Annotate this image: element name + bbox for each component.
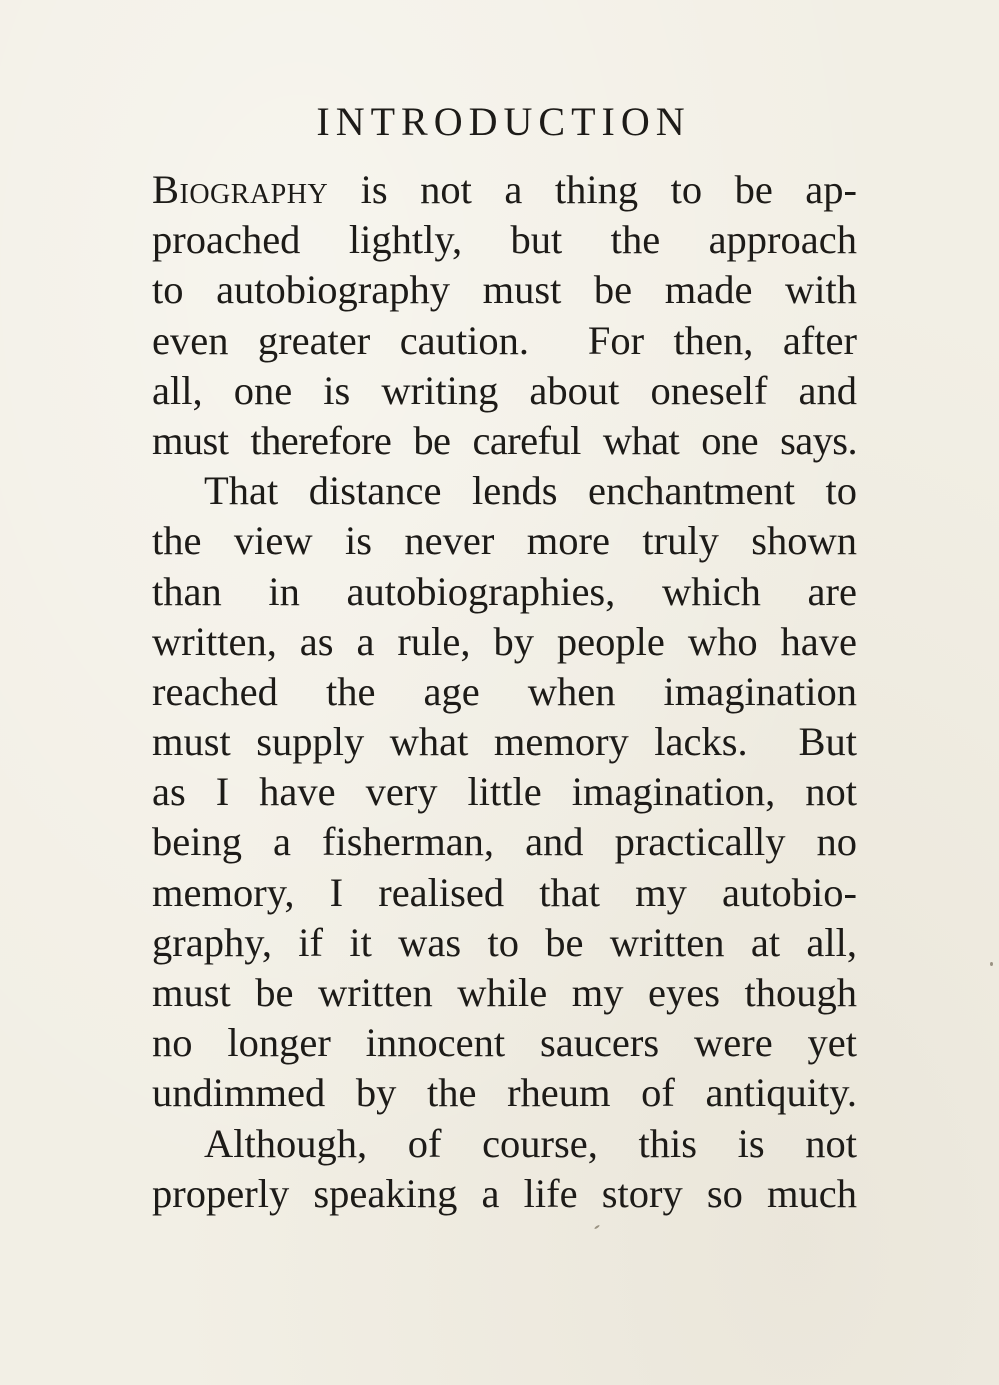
text-line-10: written, as a rule, by people who have [152, 618, 857, 664]
text-line-4: even greater caution. For then, after [152, 317, 857, 363]
text-line-19: undimmed by the rheum of antiquity. [152, 1070, 857, 1116]
text-line-9: than in autobiographies, which are [152, 568, 857, 614]
text-line-1: Biography is not a thing to be ap- [152, 167, 857, 212]
text-line-11: reached the age when imagination [152, 668, 857, 714]
text-line-13: as I have very little imagination, not [152, 769, 857, 815]
paper-speck [594, 1224, 600, 1229]
page-title: INTRODUCTION [316, 99, 691, 144]
lead-word: Biography [152, 167, 329, 212]
text-line-20: Although, of course, this is not [204, 1120, 857, 1166]
text-line-18: no longer innocent saucers were yet [152, 1020, 857, 1066]
text-line-3: to autobiography must be made with [152, 267, 857, 313]
text-line-16: graphy, if it was to be written at all, [152, 919, 857, 965]
text-line-8: the view is never more truly shown [152, 518, 857, 564]
text-line-21: properly speaking a life story so much [152, 1170, 857, 1216]
text-line-5: all, one is writing about oneself and [152, 367, 857, 413]
body-text [152, 165, 857, 1219]
paper-speck [990, 962, 993, 966]
text-line-17: must be written while my eyes though [152, 970, 857, 1015]
text-line-6: must therefore be careful what one says. [152, 417, 857, 463]
text-line-7: That distance lends enchantment to [204, 468, 857, 514]
text-line-2: proached lightly, but the approach [152, 217, 857, 263]
text-line-15: memory, I realised that my autobio- [152, 869, 857, 915]
text-line-12: must supply what memory lacks. But [152, 719, 857, 765]
text-line-14: being a fisherman, and practically no [152, 819, 857, 865]
